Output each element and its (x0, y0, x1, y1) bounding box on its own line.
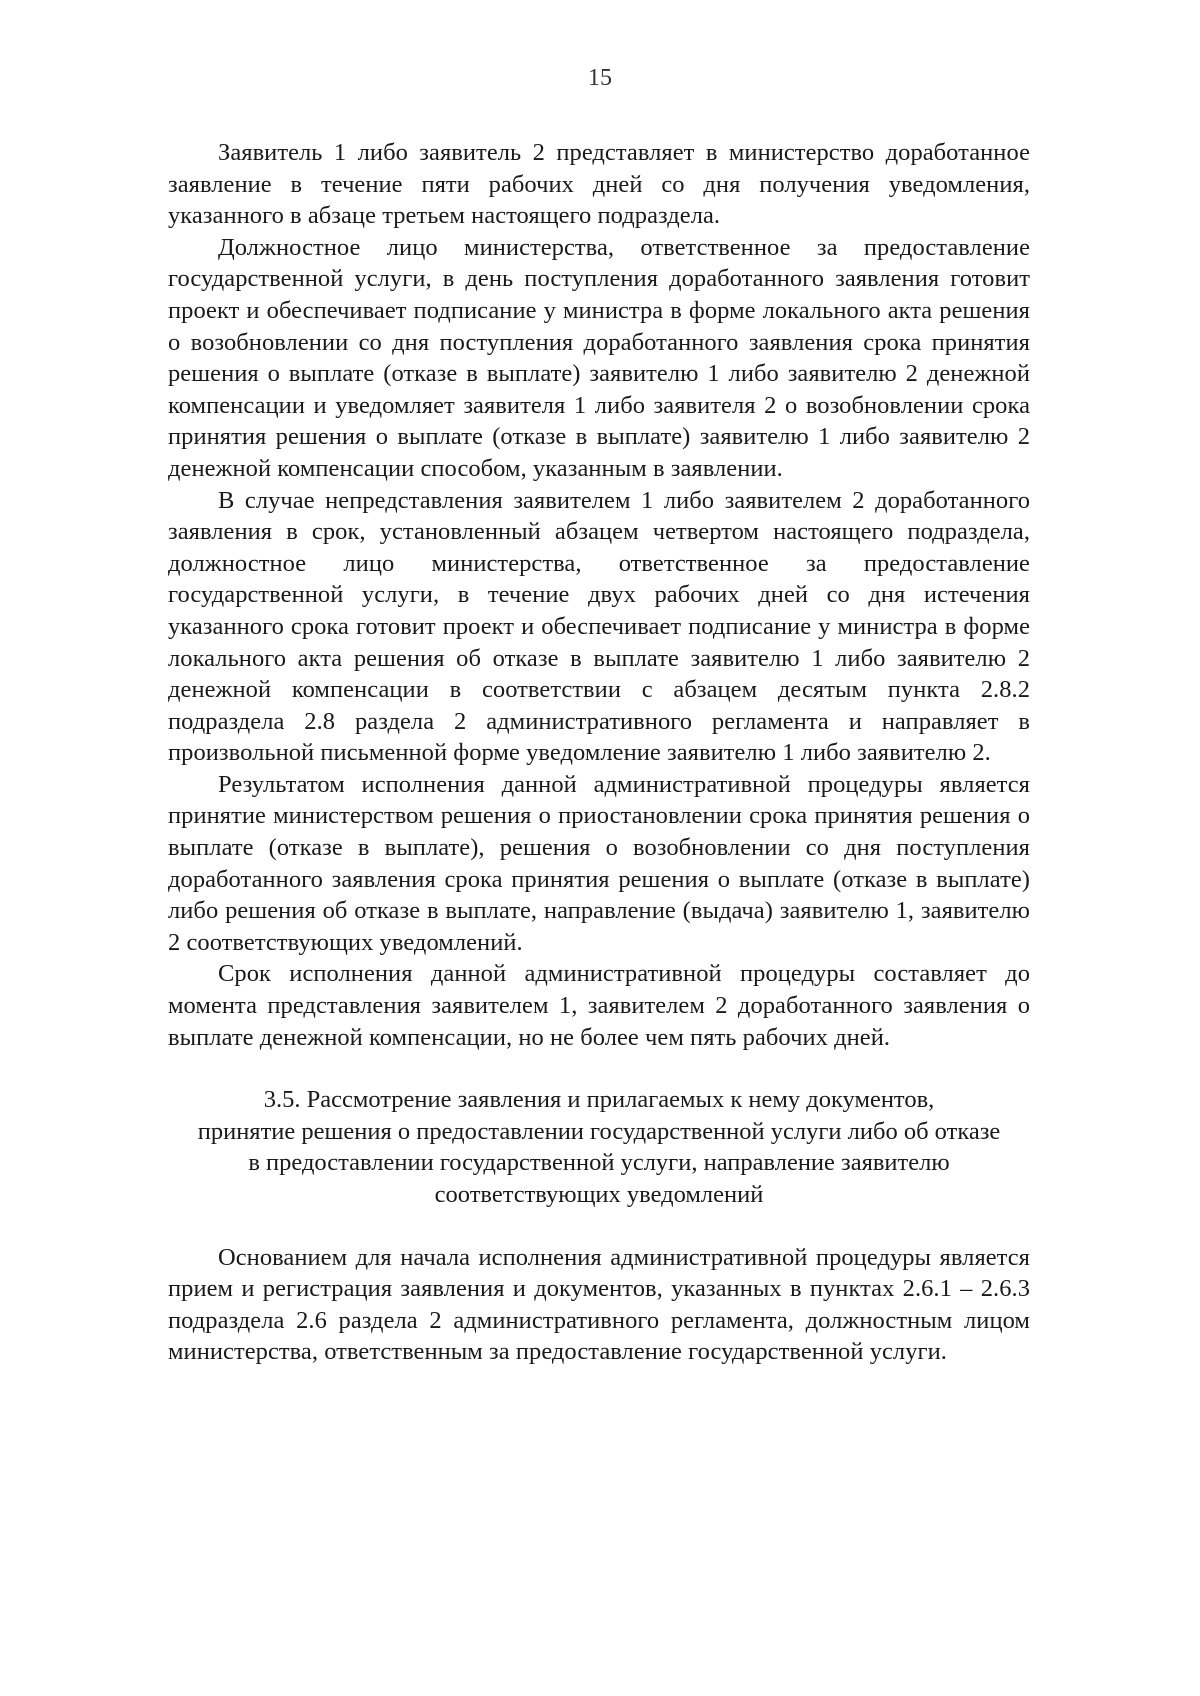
paragraph: Основанием для начала исполнения административной процедуры является прием и регистрация заявления и документов, указанных в пунктах 2.6.1 – 2.6.3 подраздела 2.6 раздела 2 административного регламента, должностным лицом министерства, ответственным за предоставление государственной услуги. (168, 1243, 1030, 1366)
section-heading-line: 3.5. Рассмотрение заявления и прилагаемых к нему документов, (263, 1086, 935, 1114)
paragraph: В случае непредставления заявителем 1 либо заявителем 2 доработанного заявления в срок, установленный абзацем четвертом настоящего подраздела, должностное лицо министерства, ответственное за предоставление государственной услуги, в течение двух рабочих дней со дня истечения указанного срока готовит проект и обеспечивает подписание у министра в форме локального акта решения об отказе в выплате заявителю 1 либо заявителю 2 денежной компенсации в соответствии с абзацем десятым пункта 2.8.2 подраздела 2.8 раздела 2 административного регламента и направляет в произвольной письменной форме уведомление заявителю 1 либо заявителю 2. (168, 486, 1030, 767)
paragraph: Заявитель 1 либо заявитель 2 представляет в министерство доработанное заявление в течение пяти рабочих дней со дня получения уведомления, указанного в абзаце третьем настоящего подраздела. (168, 139, 1030, 230)
page-number-text: 15 (588, 65, 612, 91)
section-heading-line: соответствующих уведомлений (434, 1181, 764, 1208)
document-body (168, 137, 1030, 1368)
paragraph: Срок исполнения данной административной процедуры составляет до момента представления заявителем 1, заявителем 2 доработанного заявления о выплате денежной компенсации, но не более чем пять рабочих дней. (168, 960, 1030, 1051)
page-number (0, 64, 1200, 92)
paragraph: Должностное лицо министерства, ответственное за предоставление государственной услуги, в день поступления доработанного заявления готовит проект и обеспечивает подписание у министра в форме локального акта решения о возобновлении со дня поступления доработанного заявления срока принятия решения о выплате (отказе в выплате) заявителю 1 либо заявителю 2 денежной компенсации и уведомляет заявителя 1 либо заявителя 2 о возобновлении срока принятия решения о выплате (отказе в выплате) заявителю 1 либо заявителю 2 денежной компенсации способом, указанным в заявлении. (168, 233, 1030, 482)
section-heading-line: принятие решения о предоставлении государственной услуги либо об отказе (197, 1117, 1001, 1145)
paragraph: Результатом исполнения данной административной процедуры является принятие министерством решения о приостановлении срока принятия решения о выплате (отказе в выплате), решения о возобновлении со дня поступления доработанного заявления срока принятия решения о выплате (отказе в выплате) либо решения об отказе в выплате, направление (выдача) заявителю 1, заявителю 2 соответствующих уведомлений. (168, 770, 1030, 956)
section-heading (168, 1084, 1030, 1210)
section-heading-line: в предоставлении государственной услуги, направление заявителю (248, 1149, 950, 1177)
